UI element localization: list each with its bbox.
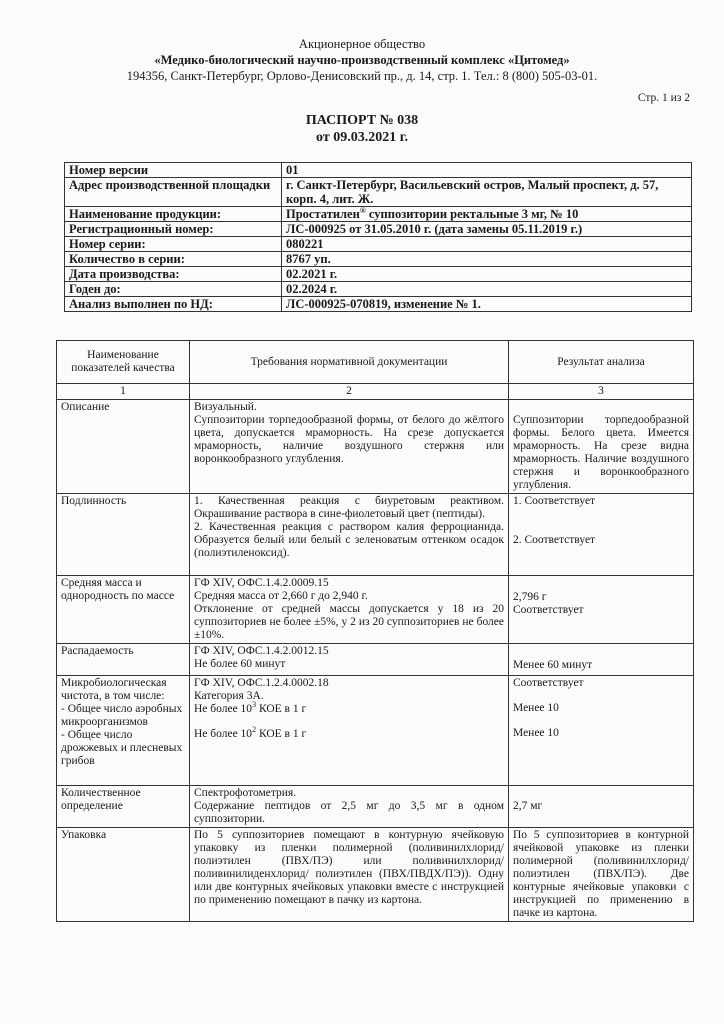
requirement — [190, 786, 509, 828]
batch-info-table — [64, 162, 692, 312]
req-text: 2. Качественная реакция с раствором калия ферроцианида. Образуется белый или белый с зеленоватым оттенком осадок (полиэтиленоксид). — [194, 521, 504, 559]
indicator-name — [57, 676, 190, 786]
result-text: Соответствует — [513, 604, 584, 616]
result: По 5 суппозиториев в контурной ячейковой упаковке из пленки полимерной (поливинилхлорид/ полиэтилен (ПВХ/ПЭ). Две контурные ячейковые упаковки с инструкцией по применению в пачке из картона. — [509, 828, 694, 922]
passport-number: ПАСПОРТ № 038 — [305, 113, 419, 128]
requirement — [190, 644, 509, 676]
product-name: Простатилен — [286, 207, 360, 221]
info-row — [65, 178, 692, 207]
row-quantitative — [57, 786, 694, 828]
info-key: Количество в серии: — [65, 252, 282, 267]
company-name: «Медико-биологический научно-производственный комплекс «Цитомед» — [154, 53, 570, 67]
info-value: 080221 — [282, 237, 692, 252]
info-key: Номер версии — [65, 163, 282, 178]
col-number: 2 — [190, 384, 509, 400]
indicator-name-sub: - Общее число дрожжевых и плесневых грибов — [61, 729, 183, 767]
result-text: 2,796 г — [513, 591, 547, 603]
requirement: По 5 суппозиториев помещают в контурную ячейковую упаковку из пленки полимерной (поливинилхлорид/ полиэтилен (ПВХ/ПЭ) или поливинилхлорид/ поливинилиденхлорид/ полиэтилен (ПВХ/ПВДХ/ПЭ)). Одну или две контурных ячейковых упаковки вместе с инструкцией по применению помещают в пачку из картона. — [190, 828, 509, 922]
info-key: Анализ выполнен по НД: — [65, 297, 282, 312]
info-row — [65, 297, 692, 312]
req-text: Суппозитории торпедообразной формы, от белого до жёлтого цвета, допускается мраморность. На срезе допускается мраморность, наличие воздушного стержня или воронкообразного углубления. — [194, 414, 504, 465]
result — [509, 576, 694, 644]
page-number: Стр. 1 из 2 — [637, 92, 690, 104]
company-type: Акционерное общество — [298, 37, 426, 51]
product-form: суппозитории ректальные 3 мг, № 10 — [365, 207, 579, 221]
req-limit-fungi — [194, 725, 504, 741]
indicator-name: Средняя масса и однородность по массе — [57, 576, 190, 644]
req-text: Категория 3А. — [194, 690, 264, 702]
req-text: Отклонение от средней массы допускается у 18 из 20 суппозиториев не более ±5%, у 2 из 20 суппозиториев не более ±10%. — [194, 603, 504, 641]
info-value: г. Санкт-Петербург, Васильевский остров, Малый проспект, д. 57, корп. 4, лит. Ж. — [282, 178, 692, 207]
registered-mark: ® — [359, 205, 366, 215]
info-row — [65, 267, 692, 282]
info-key: Номер серии: — [65, 237, 282, 252]
document-title — [0, 112, 724, 146]
info-key: Регистрационный номер: — [65, 222, 282, 237]
info-value: 8767 уп. — [282, 252, 692, 267]
indicator-name: Описание — [57, 400, 190, 494]
req-method: ГФ XIV, ОФС.1.4.2.0012.15 — [194, 645, 329, 657]
indicator-name: Количественное определение — [57, 786, 190, 828]
info-value: 02.2024 г. — [282, 282, 692, 297]
indicator-name-sub: - Общее число аэробных микроорганизмов — [61, 703, 183, 728]
quality-table — [56, 340, 694, 922]
passport-date: от 09.03.2021 г. — [316, 130, 408, 145]
result — [509, 494, 694, 576]
req-limit-unit: КОЕ в 1 г — [256, 703, 307, 715]
indicator-name-main: Микробиологическая чистота, в том числе: — [61, 677, 167, 702]
info-row — [65, 237, 692, 252]
info-value: 02.2021 г. — [282, 267, 692, 282]
req-limit-text: Не более 10 — [194, 728, 253, 740]
col-number: 3 — [509, 384, 694, 400]
info-row — [65, 207, 692, 222]
req-text: Не более 60 минут — [194, 658, 286, 670]
result-text: 1. Соответствует — [513, 495, 596, 507]
info-key: Адрес производственной площадки — [65, 178, 282, 207]
info-value: ЛС-000925 от 31.05.2010 г. (дата замены 05.11.2019 г.) — [282, 222, 692, 237]
info-key: Дата производства: — [65, 267, 282, 282]
info-value: ЛС-000925-070819, изменение № 1. — [282, 297, 692, 312]
info-value: 01 — [282, 163, 692, 178]
result-text: 2,7 мг — [513, 800, 543, 812]
result — [509, 400, 694, 494]
requirement — [190, 400, 509, 494]
row-authenticity — [57, 494, 694, 576]
indicator-name: Распадаемость — [57, 644, 190, 676]
result-text: Менее 10 — [513, 702, 559, 714]
req-limit-aerobic — [194, 700, 504, 716]
result — [509, 786, 694, 828]
req-limit-exp: 2 — [252, 725, 257, 735]
info-key: Годен до: — [65, 282, 282, 297]
indicator-name: Подлинность — [57, 494, 190, 576]
info-row — [65, 163, 692, 178]
req-limit-unit: КОЕ в 1 г — [256, 728, 307, 740]
req-limit-text: Не более 10 — [194, 703, 253, 715]
result-text: Соответствует — [513, 677, 584, 689]
row-packaging — [57, 828, 694, 922]
header-result: Результат анализа — [509, 341, 694, 384]
row-mass — [57, 576, 694, 644]
header-requirements: Требования нормативной документации — [190, 341, 509, 384]
info-row — [65, 222, 692, 237]
req-method: Визуальный. — [194, 401, 257, 413]
req-method: ГФ XIV, ОФС.1.2.4.0002.18 — [194, 677, 329, 689]
info-key: Наименование продукции: — [65, 207, 282, 222]
info-row — [65, 252, 692, 267]
info-value — [282, 207, 692, 222]
column-number-row — [57, 384, 694, 400]
indicator-name: Упаковка — [57, 828, 190, 922]
req-method: Спектрофотометрия. — [194, 787, 297, 799]
requirement — [190, 576, 509, 644]
result-text: Менее 10 — [513, 727, 559, 739]
result-text: 2. Соответствует — [513, 534, 596, 546]
col-number: 1 — [57, 384, 190, 400]
company-address: 194356, Санкт-Петербург, Орлово-Денисовский пр., д. 14, стр. 1. Тел.: 8 (800) 505-03-01. — [126, 69, 598, 83]
row-description — [57, 400, 694, 494]
req-method: ГФ XIV, ОФС.1.4.2.0009.15 — [194, 577, 329, 589]
info-row — [65, 282, 692, 297]
header-indicator: Наименование показателей качества — [57, 341, 190, 384]
row-disintegration — [57, 644, 694, 676]
requirement — [190, 676, 509, 786]
document-header — [0, 36, 724, 84]
req-text: Содержание пептидов от 2,5 мг до 3,5 мг в одном суппозитории. — [194, 800, 504, 825]
req-text: Средняя масса от 2,660 г до 2,940 г. — [194, 590, 368, 602]
table-header-row — [57, 341, 694, 384]
req-text: 1. Качественная реакция с биуретовым реактивом. Окрашивание раствора в сине-фиолетовый цвет (пептиды). — [194, 495, 504, 520]
requirement — [190, 494, 509, 576]
row-microbiology — [57, 676, 694, 786]
result-text: Суппозитории торпедообразной формы. Белого цвета. Имеется мраморность. На срезе видна мраморность. Наличие воздушного стержня и воронкообразного углубления. — [513, 414, 689, 491]
req-limit-exp: 3 — [252, 700, 257, 710]
result — [509, 676, 694, 786]
result — [509, 644, 694, 676]
result-text: Менее 60 минут — [513, 659, 593, 671]
